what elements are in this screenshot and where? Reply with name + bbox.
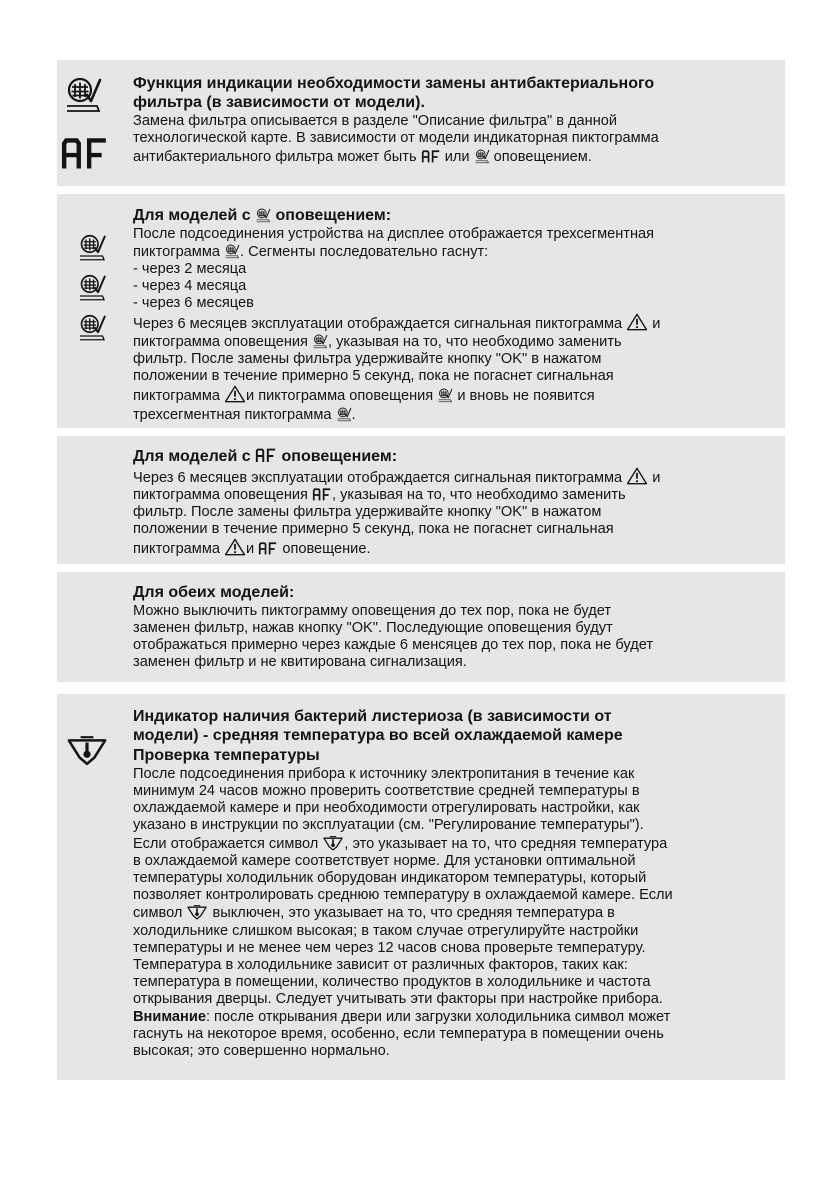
- text-fragment: пиктограмма оповещения: [133, 333, 308, 350]
- section-filter-function: [57, 60, 785, 186]
- text-fragment: оповещение.: [282, 541, 371, 558]
- antibacterial-filter-icon: [77, 232, 107, 262]
- text-fragment: и вновь не появится: [457, 388, 595, 405]
- text-fragment: и: [652, 315, 661, 332]
- section-5-line-9: [133, 904, 775, 922]
- section-3-line-2: [133, 487, 775, 504]
- antibacterial-filter-icon: [336, 406, 352, 422]
- section-1-title-line-1: Функция индикации необходимости замены антибактериального: [133, 75, 655, 92]
- text-fragment: пиктограмма: [133, 243, 220, 260]
- section-3-title: [133, 448, 775, 467]
- section-4-line-3: отображаться примерно через каждые 6 менсяцев до тех пор, пока не будет: [133, 637, 654, 653]
- section-5-line-8: позволяет контролировать среднюю температуру в охлаждаемой камере. Если: [133, 887, 673, 904]
- section-1-line-1: Замена фильтра описывается в разделе "Описание фильтра" в данной: [133, 113, 618, 130]
- section-3-line-5: [133, 538, 775, 558]
- section-5-text: [133, 708, 775, 1060]
- section-both-models: [57, 572, 785, 682]
- text-fragment: , это указывает на то, что средняя температура: [344, 835, 668, 852]
- antibacterial-filter-icon: [312, 333, 328, 349]
- text-fragment: Для моделей с: [133, 448, 251, 465]
- section-4-title: Для обеих моделей:: [133, 584, 295, 601]
- section-5-line-1: После подсоединения прибора к источнику электропитания в течение как: [133, 765, 635, 782]
- section-4-line-4: заменен фильтр и не квитирована сигнализация.: [133, 654, 467, 671]
- section-4-line-2: заменен фильтр, нажав кнопку "OK". Последующие оповещения будут: [133, 619, 613, 636]
- text-fragment: оповещением:: [281, 448, 398, 465]
- section-1-line-3: [133, 148, 775, 166]
- section-2-line-10: [133, 385, 775, 405]
- section-2-line-11: [133, 406, 775, 424]
- section-2-line-9: положении в течение примерно 5 секунд, пока не погаснет сигнальная: [133, 368, 614, 385]
- text-fragment: пиктограмма: [133, 541, 220, 558]
- section-3-line-4: положении в течение примерно 5 секунд, пока не погаснет сигнальная: [133, 521, 614, 538]
- section-4-line-1: Можно выключить пиктограмму оповещения до тех пор, пока не будет: [133, 602, 612, 619]
- section-5-line-15: [133, 1009, 775, 1026]
- antibacterial-filter-icon: [437, 387, 453, 403]
- section-2-line-7: [133, 333, 775, 351]
- text-fragment: , указывая на то, что необходимо заменить: [332, 486, 626, 503]
- warning-triangle-icon: [626, 313, 648, 331]
- text-fragment: Для моделей с: [133, 207, 251, 224]
- section-5-line-14: открывания дверцы. Следует учитывать эти факторы при настройке прибора.: [133, 991, 663, 1008]
- temperature-indicator-icon: [65, 734, 109, 766]
- section-5-line-13: температура в помещении, количество продуктов в холодильнике и частота: [133, 974, 651, 991]
- section-2-line-5: - через 6 месяцев: [133, 295, 254, 312]
- text-fragment: Если отображается символ: [133, 835, 319, 852]
- section-5-line-5: [133, 835, 775, 853]
- text-fragment: Через 6 месяцев эксплуатации отображдается сигнальная пиктограмма: [133, 315, 623, 332]
- text-fragment: трехсегментная пиктограмма: [133, 406, 332, 423]
- temperature-indicator-icon: [322, 835, 344, 851]
- section-5-title-line-2: модели) - средняя температура во всей охлаждаемой камере: [133, 726, 623, 744]
- antibacterial-filter-icon: [77, 312, 107, 342]
- text-fragment: оповещением:: [275, 207, 392, 224]
- antibacterial-filter-icon: [474, 148, 490, 164]
- section-1-line-2: технологической карте. В зависимости от модели индикаторная пиктограмма: [133, 130, 659, 147]
- section-2-line-2: [133, 243, 775, 261]
- af-display-icon: [60, 137, 110, 173]
- text-fragment: . Сегменты последовательно гаснут:: [240, 243, 489, 260]
- text-fragment: и: [246, 541, 255, 558]
- section-2-line-1: После подсоединения устройства на дисплее отображается трехсегментная: [133, 225, 655, 242]
- section-3-line-3: фильтр. После замены фильтра удерживайте кнопку "OK" в нажатом: [133, 504, 602, 520]
- section-5-line-11: температуры и не менее чем через 12 часов снова проверьте температуру.: [133, 939, 646, 956]
- text-fragment: , указывая на то, что необходимо заменить: [328, 333, 622, 350]
- warning-triangle-icon: [626, 467, 648, 485]
- section-4-text: [133, 584, 775, 671]
- section-listeria-indicator: [57, 694, 785, 1080]
- af-display-icon: [312, 488, 332, 502]
- section-2-title: [133, 207, 775, 226]
- text-fragment: : после открывания двери или загрузки холодильника символ может: [205, 1008, 671, 1025]
- section-5-line-4: указано в инструкции по эксплуатации (см. "Регулирование температуры").: [133, 817, 644, 834]
- section-models-af-icon: [57, 436, 785, 564]
- af-display-icon: [255, 448, 277, 464]
- section-5-line-7: температуры холодильник оборудован индикатором температуры, который: [133, 870, 647, 886]
- text-fragment: пиктограмма оповещения: [133, 486, 308, 503]
- section-1-title-line-2: фильтра (в зависимости от модели).: [133, 93, 425, 111]
- section-2-line-3: - через 2 месяца: [133, 261, 247, 277]
- section-5-line-16: гаснуть на некоторое время, особенно, если температура в помещении очень: [133, 1025, 664, 1042]
- text-fragment: оповещением.: [493, 148, 592, 165]
- warning-triangle-icon: [224, 538, 246, 556]
- section-5-subtitle: Проверка температуры: [133, 747, 320, 765]
- antibacterial-filter-icon: [224, 243, 240, 259]
- section-2-line-6: [133, 313, 775, 333]
- af-display-icon: [258, 542, 278, 556]
- text-fragment: или: [444, 148, 470, 165]
- text-fragment: и: [652, 469, 661, 486]
- section-5-line-10: холодильнике слишком высокая; в таком случае отрегулируйте настройки: [133, 922, 639, 939]
- antibacterial-filter-icon: [255, 207, 271, 223]
- section-5-line-12: Температура в холодильнике зависит от различных факторов, таких как:: [133, 957, 628, 974]
- text-fragment: символ: [133, 905, 183, 922]
- section-5-line-17: высокая; это совершенно нормально.: [133, 1043, 390, 1060]
- section-2-line-8: фильтр. После замены фильтра удерживайте кнопку "OK" в нажатом: [133, 351, 602, 368]
- section-3-text: [133, 448, 775, 559]
- section-5-line-2: минимум 24 часов можно проверить соответствие средней температуры в: [133, 782, 640, 799]
- section-3-line-1: [133, 467, 775, 487]
- temperature-indicator-icon: [186, 904, 208, 920]
- text-fragment: Через 6 месяцев эксплуатации отображдается сигнальная пиктограмма: [133, 469, 623, 486]
- section-1-text: [133, 75, 775, 166]
- af-display-icon: [421, 150, 441, 164]
- text-fragment: выключен, это указывает на то, что средняя температура в: [212, 905, 615, 922]
- section-2-line-4: - через 4 месяца: [133, 278, 247, 295]
- section-2-text: [133, 207, 775, 424]
- warning-triangle-icon: [224, 385, 246, 403]
- text-fragment: и пиктограмма оповещения: [246, 388, 434, 405]
- antibacterial-filter-icon: [63, 74, 103, 114]
- text-fragment: антибактериального фильтра может быть: [133, 148, 417, 165]
- section-5-line-3: охлаждаемой камере и при необходимости отрегулировать настройки, как: [133, 800, 640, 817]
- text-fragment: .: [351, 406, 356, 423]
- text-fragment: пиктограмма: [133, 388, 220, 405]
- attention-label: Внимание: [133, 1008, 206, 1025]
- section-models-filter-icon: [57, 194, 785, 428]
- section-5-line-6: в охлаждаемой камере соответствует норме. Для установки оптимальной: [133, 852, 636, 869]
- antibacterial-filter-icon: [77, 272, 107, 302]
- section-5-title-line-1: Индикатор наличия бактерий листериоза (в зависимости от: [133, 708, 612, 725]
